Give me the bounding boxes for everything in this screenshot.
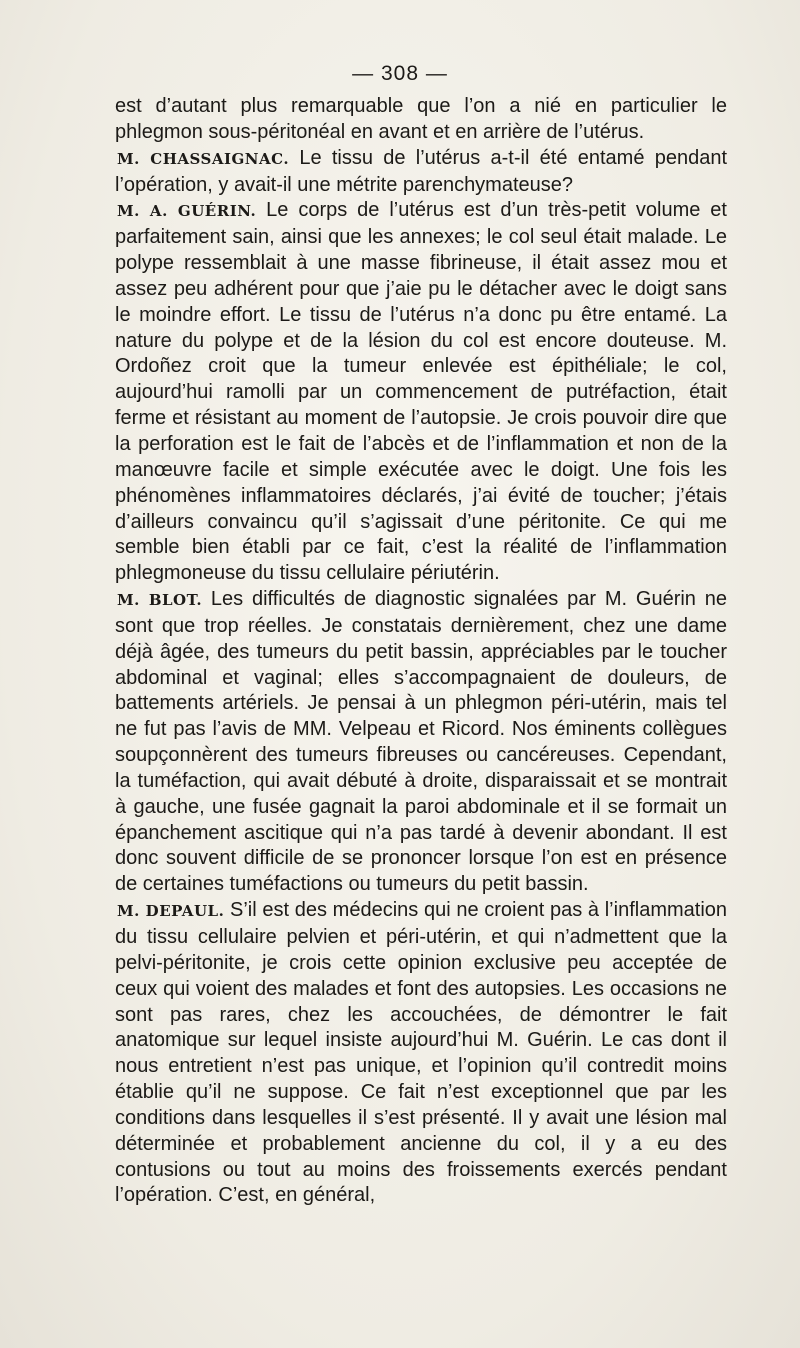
speaker-name: M. CHASSAIGNAC. xyxy=(117,149,290,168)
paragraph-text: Le tissu de l’utérus a-t-il été entamé pendant l’opération, y avait-il une métrite parenchymateuse? xyxy=(115,146,728,196)
paragraph-depaul xyxy=(115,898,727,1209)
paragraph-text: Les difficultés de diagnostic signalées par M. Guérin ne sont que trop réelles. Je constatais dernièrement, chez une dame déjà âgée, des tumeurs du petit bassin, appréciables par le toucher abdominal et vaginal; elles s’accompagnaient de douleurs, de battements artériels. Je pensai à un phlegmon péri-utérin, mais tel ne fut pas l’avis de MM. Velpeau et Ricord. Nos éminents collègues soupçonnèrent des tumeurs fibreuses ou cancéreuses. Cependant, la tuméfaction, qui avait débuté à droite, disparaissait et se montrait à gauche, une fusée gagnait la paroi abdominale et il se formait un épanchement ascitique qui n’a pas tardé à devenir abondant. Il est donc souvent difficile de se prononcer lorsque l’on est en présence de certaines tuméfactions ou tumeurs du petit bassin. xyxy=(115,588,727,896)
paragraph-guerin xyxy=(115,198,727,587)
paragraph-blot xyxy=(115,587,727,898)
paragraph-continuation xyxy=(115,94,727,146)
speaker-name: M. BLOT. xyxy=(117,591,203,610)
page-number: — 308 — xyxy=(352,62,448,85)
page-body xyxy=(115,94,727,1209)
paragraph-chassaignac xyxy=(115,146,727,199)
paragraph-text: Le corps de l’utérus est d’un très-petit volume et parfaitement sain, ainsi que les annexes; le col seul était malade. Le polype ressemblait à une masse fibrineuse, il était assez mou et assez peu adhérent pour que j’aie pu le détacher avec le doigt sans le moindre effort. Le tissu de l’utérus n’a donc pu être entamé. La nature du polype et de la lésion du col est encore douteuse. M. Ordoñez croit que la tumeur enlevée est épithéliale; le col, aujourd’hui ramolli par un commencement de putréfaction, était ferme et résistant au moment de l’autopsie. Je crois pouvoir dire que la perforation est le fait de l’abcès et de l’inflammation et non de la manœuvre facile et simple exécutée avec le doigt. Une fois les phénomènes inflammatoires déclarés, j’ai évité de toucher; j’étais d’ailleurs convaincu qu’il s’agissait d’une péritonite. Ce qui me semble bien établi par ce fait, c’est la réalité de l’inflammation phlegmoneuse du tissu cellulaire périutérin. xyxy=(115,199,727,585)
paragraph-text: est d’autant plus remarquable que l’on a nié en particulier le phlegmon sous-péritonéal en avant et en arrière de l’utérus. xyxy=(115,95,727,143)
speaker-name: M. DEPAUL. xyxy=(117,902,225,921)
paragraph-text: S’il est des médecins qui ne croient pas à l’inflammation du tissu cellulaire pelvien et péri-utérin, et qui n’admettent que la pelvi-péritonite, je crois cette opinion exclusive peu acceptée de ceux qui voient des malades et font des autopsies. Les occasions ne sont pas rares, chez les accouchées, de démontrer le fait anatomique sur lequel insiste aujourd’hui M. Guérin. Le cas dont il nous entretient n’est pas unique, et l’opinion qu’il contredit moins établie qu’il ne suppose. Ce fait n’est exceptionnel que par les conditions dans lesquelles il s’est présenté. Il y avait une lésion mal déterminée et probablement ancienne du col, il y a eu des contusions ou tout au moins des froissements exercés pendant l’opération. C’est, en général, xyxy=(115,899,728,1207)
speaker-name: M. A. GUÉRIN. xyxy=(117,202,257,221)
